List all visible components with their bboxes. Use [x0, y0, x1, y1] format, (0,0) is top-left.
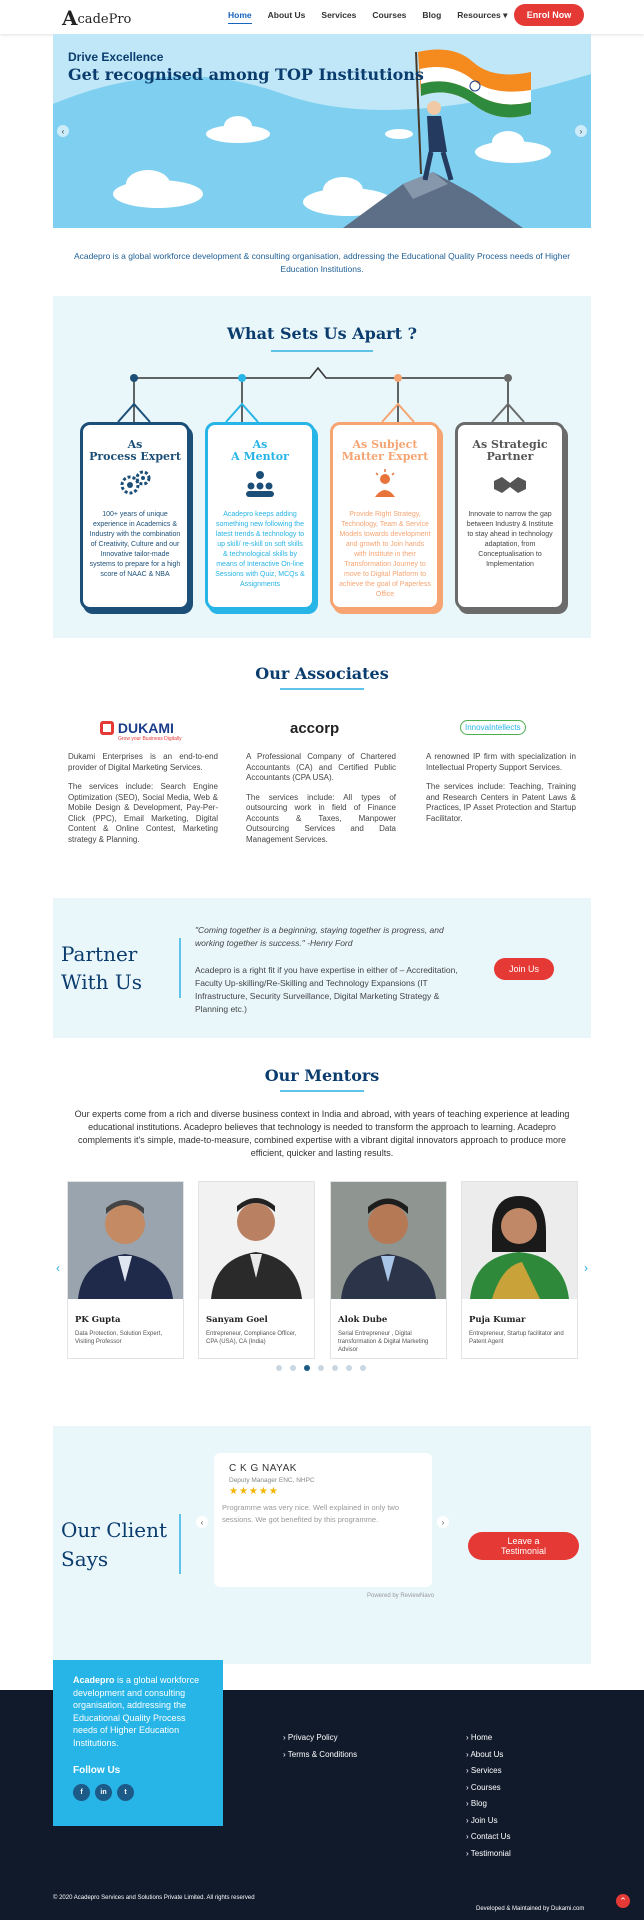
mentor-photo [199, 1182, 314, 1299]
partner-quote: "Coming together is a beginning, staying together is progress, and working together is success." -Henry Ford [195, 925, 444, 948]
card-process-expert: As Process Expert 100+ years of unique experience in Academics & Industry with the combination of Creativity, Culture and our Innovative tailor-made systems to prepare for a high score of NAAC & NBA [80, 422, 190, 610]
client-divider [179, 1514, 181, 1574]
hero-title: Get recognised among TOP Institutions [68, 65, 424, 84]
testimonial-card [214, 1453, 432, 1587]
carousel-dot[interactable] [290, 1365, 296, 1371]
innovaintellects-logo[interactable]: InnovaIntellects [460, 720, 526, 735]
card-process-expert-text: 100+ years of unique experience in Academics & Industry with the combination of Creativity, Culture and our Innovative tailor-made systems to prepare for a high score of NAAC & NBA [89, 511, 181, 578]
footer-legal-links [283, 1730, 357, 1763]
footer-link-services[interactable]: › Services [466, 1763, 511, 1780]
hero-subtitle: Drive Excellence [68, 50, 164, 64]
partner-with-us-section [53, 898, 591, 1038]
mentors-prev-arrow-icon[interactable]: ‹ [56, 1261, 60, 1275]
mentor-card[interactable]: Alok Dube Serial Entrepreneur , Digital transformation & Digital Marketing Advisor [330, 1181, 447, 1359]
hero-next-arrow-icon[interactable]: › [575, 125, 587, 137]
review-next-arrow-icon[interactable]: › [437, 1516, 449, 1528]
linkedin-icon[interactable]: in [95, 1784, 112, 1801]
nav-blog[interactable]: Blog [422, 10, 442, 20]
nav-services[interactable]: Services [321, 10, 357, 20]
gears-icon [117, 469, 153, 499]
mentor-card[interactable]: PK Gupta Data Protection, Solution Expert, Visiting Professor [67, 1181, 184, 1359]
partner-title: Partner With Us [61, 942, 142, 994]
partner-text: Acadepro is a right fit if you have expertise in either of – Accreditation, Faculty Up-skilling/Re-Skilling and Technology Expansions (IT Infrastructure, Security Surveillance, Digital Marketing Strategy & Planning etc.) [195, 965, 458, 1014]
logo[interactable]: AcadePro [62, 6, 132, 30]
dukami-description: Dukami Enterprises is an end-to-end provider of Digital Marketing Services. The services include: Search Engine Optimization (SEO), Social Media, Web & Mobile Design & Development, Pay-Per-Click (PPC), Email Marketing, Digital Content & Online Contest, Marketing strategy & Planning. [68, 752, 218, 844]
accorp-logo[interactable]: accorp [290, 720, 340, 737]
carousel-dot[interactable] [360, 1365, 366, 1371]
powered-by[interactable]: Powered by ReviewNavo [367, 1593, 435, 1599]
mentor-group-icon [242, 469, 278, 499]
card-strategic-partner: As Strategic Partner Innovate to narrow the gap between Industry & Institute to stay ahead in technology adaptation, from Conceptualisation to Implementation [455, 422, 565, 610]
footer-link-about-us[interactable]: › About Us [466, 1747, 511, 1764]
card-mentor: As A Mentor Acadepro keeps adding something new following the latest trends & technology to up skill/ re-skill on soft skills & technological skills by means of Interactive On-line Sessions with Quiz, MCQs & Assignments [205, 422, 315, 610]
hero-banner [53, 34, 591, 228]
mentor-card[interactable]: Puja Kumar Entrepreneur, Startup facilitator and Patent Agent [461, 1181, 578, 1359]
reviewer-name: C K G NAYAK [229, 1463, 297, 1474]
review-prev-arrow-icon[interactable]: ‹ [196, 1516, 208, 1528]
footer-quick-links [466, 1730, 511, 1862]
copyright-text: © 2020 Acadepro Services and Solutions Private Limited. All rights reserved [53, 1895, 255, 1901]
card-subject-matter-expert: As Subject Matter Expert Provide Right Strategy, Technology, Team & Service Models towards development and growth to Join hands with Institute in their Transformation Journey to move to Digital Platform to achieve the goal of Paperless Office [330, 422, 440, 610]
developed-by-text[interactable]: Developed & Maintained by Dukami.com [476, 1906, 585, 1912]
nav-courses[interactable]: Courses [372, 10, 407, 20]
associates-title-underline [280, 688, 364, 690]
footer-link-privacy-policy[interactable]: › Privacy Policy [283, 1730, 357, 1747]
client-says-section [53, 1426, 591, 1664]
hero-prev-arrow-icon[interactable]: ‹ [57, 125, 69, 137]
footer-link-blog[interactable]: › Blog [466, 1796, 511, 1813]
footer-link-join-us[interactable]: › Join Us [466, 1813, 511, 1830]
mentor-card[interactable]: Sanyam Goel Entrepreneur, Compliance Officer, CPA (USA), CA (India) [198, 1181, 315, 1359]
carousel-dot[interactable] [346, 1365, 352, 1371]
mentors-title: Our Mentors [264, 1066, 380, 1085]
footer-description: Acadepro is a global workforce development and consulting organisation, addressing the Educational Quality Process needs of Higher Education Institutions. [73, 1675, 200, 1748]
footer-link-home[interactable]: › Home [466, 1730, 511, 1747]
mentor-photo [462, 1182, 577, 1299]
nav-about-us[interactable]: About Us [267, 10, 306, 20]
carousel-dot-active[interactable] [304, 1365, 310, 1371]
innovaintellects-description: A renowned IP firm with specialization in Intellectual Property Support Services. The services include: Teaching, Training and Research Centers in Patent Laws & Practices, IP Asset Protection and Startup Facilitator. [426, 752, 576, 823]
apart-title-underline [271, 350, 373, 352]
facebook-icon[interactable]: f [73, 1784, 90, 1801]
carousel-dot[interactable] [332, 1365, 338, 1371]
accorp-description: A Professional Company of Chartered Accountants (CA) and Certified Public Accountants (CPA USA). The services include: All types of outsourcing work in field of Finance Accounts & Taxes, Manpower Outsourcing Services and Data Management Services. [246, 752, 396, 844]
partner-divider [179, 938, 181, 998]
card-strategic-partner-text: Innovate to narrow the gap between Industry & Institute to stay ahead in technology adaptation, from Conceptualisation to Implementation [466, 511, 554, 568]
follow-us-heading: Follow Us [73, 1765, 121, 1776]
card-mentor-text: Acadepro keeps adding something new following the latest trends & technology to up skill/ re-skill on soft skills & technological skills by means of Interactive On-line Sessions with Quiz, MCQs & Assignments [215, 511, 305, 588]
review-text: Programme was very nice. Well explained in only two sessions. We got benefited by this programme. [222, 1503, 400, 1524]
footer-link-terms[interactable]: › Terms & Conditions [283, 1747, 357, 1764]
intro-text: Acadepro is a global workforce development & consulting organisation, addressing the Educational Quality Process needs of Higher Education Institutions. [73, 251, 571, 274]
mentors-carousel-dots [276, 1365, 374, 1371]
rating-stars-icon: ★★★★★ [229, 1486, 279, 1497]
mentors-intro: Our experts come from a rich and diverse business context in India and abroad, with years of teaching experience at leading educational institutions. Acadepro believes that technology is needed to transform the approach to learning. Acadepro complements it's simple, made-to-measure, combined expertise with a vibrant digital innovators approach to produce more efficient, quicker and lasting results. [74, 1109, 570, 1158]
footer-link-testimonial[interactable]: › Testimonial [466, 1846, 511, 1863]
mentor-photo [331, 1182, 446, 1299]
footer-link-contact-us[interactable]: › Contact Us [466, 1829, 511, 1846]
back-to-top-icon[interactable]: ⌃ [616, 1894, 630, 1908]
card-subject-matter-expert-text: Provide Right Strategy, Technology, Team & Service Models towards development and growth to Join hands with Institute in their Transformation Journey to move to Digital Platform to achieve the goal of Paperless Office [339, 511, 431, 598]
carousel-dot[interactable] [318, 1365, 324, 1371]
expert-idea-icon [367, 469, 403, 499]
footer-link-courses[interactable]: › Courses [466, 1780, 511, 1797]
join-us-button[interactable]: Join Us [494, 958, 554, 980]
carousel-dot[interactable] [276, 1365, 282, 1371]
leave-testimonial-button[interactable]: Leave a Testimonial [468, 1532, 579, 1560]
nav-home[interactable]: Home [228, 10, 252, 24]
apart-title: What Sets Us Apart ? [227, 324, 417, 343]
mentors-next-arrow-icon[interactable]: › [584, 1261, 588, 1275]
dukami-logo[interactable]: DUKAMI Grow your Business Digitally [100, 720, 182, 742]
enrol-now-button[interactable]: Enrol Now [514, 4, 584, 26]
main-nav [228, 10, 523, 24]
client-title: Our Client Says [61, 1518, 168, 1571]
dukami-logo-icon [100, 721, 114, 735]
site-header [0, 0, 644, 34]
social-links [73, 1784, 203, 1801]
nav-resources[interactable]: Resources ▾ [457, 10, 508, 20]
footer-about-box [53, 1660, 223, 1826]
mentor-photo [68, 1182, 183, 1299]
mentors-title-underline [280, 1090, 364, 1092]
associates-title: Our Associates [255, 664, 389, 683]
twitter-icon[interactable]: t [117, 1784, 134, 1801]
handshake-icon [492, 469, 528, 499]
reviewer-role: Deputy Manager ENC, NHPC [229, 1477, 315, 1484]
